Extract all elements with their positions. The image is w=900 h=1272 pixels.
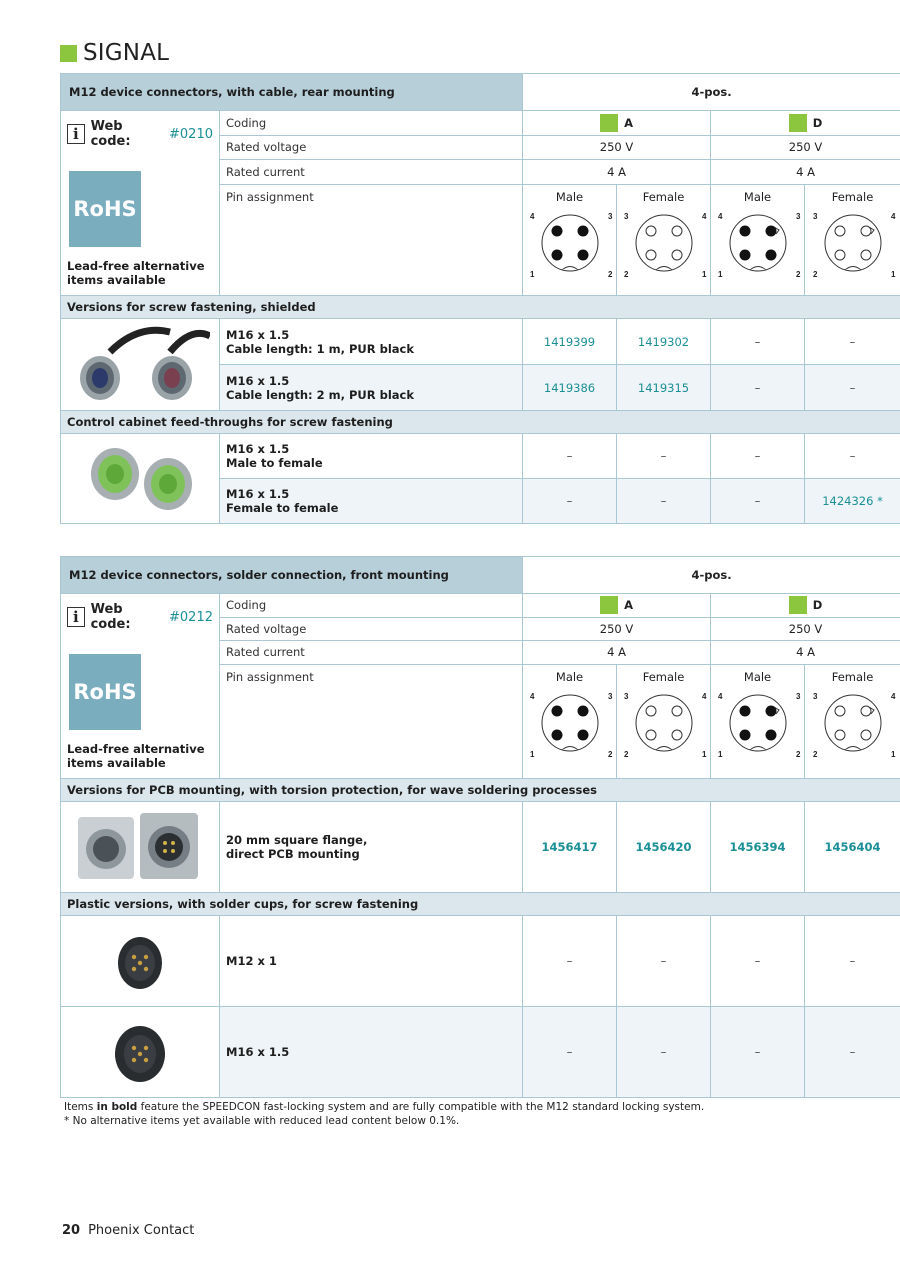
table-rear-mounting	[60, 73, 900, 524]
table1-row4-val4[interactable]: 1424326 *	[805, 479, 900, 524]
coding-d-icon	[789, 114, 807, 132]
svg-text:2: 2	[623, 749, 628, 759]
table1-row1-val4: –	[805, 319, 900, 365]
svg-text:3: 3	[607, 691, 612, 701]
table2-webcode-link[interactable]: #0212	[169, 609, 213, 625]
svg-text:1: 1	[701, 269, 706, 279]
table1-row2-val1[interactable]: 1419386	[523, 365, 617, 411]
pin-diagram-icon	[524, 207, 616, 281]
table2-row2-val1: –	[523, 916, 617, 1007]
table1-row1-val1[interactable]: 1419399	[523, 319, 617, 365]
pin-diagram-icon	[712, 207, 804, 281]
table2-row1-desc: 20 mm square flange, direct PCB mounting	[220, 802, 523, 893]
table1-positions: 4-pos.	[523, 74, 900, 111]
table2-row3-val1: –	[523, 1007, 617, 1098]
pin-label: Pin assignment	[220, 664, 523, 779]
table1-row1-val2[interactable]: 1419302	[617, 319, 711, 365]
svg-text:1: 1	[717, 749, 722, 759]
table1-row3-val1: –	[523, 434, 617, 479]
voltage-label: Rated voltage	[220, 135, 523, 160]
table2-positions: 4-pos.	[523, 557, 900, 594]
table2-row3-val3: –	[711, 1007, 805, 1098]
pin-cell-a-female: Female 3 4 2 1	[617, 184, 711, 295]
svg-text:2: 2	[607, 269, 612, 279]
svg-text:3: 3	[795, 211, 800, 221]
table2-info-cell	[61, 594, 220, 779]
svg-text:4: 4	[890, 211, 895, 221]
coding-a: A	[523, 111, 711, 136]
table1-info-cell	[61, 111, 220, 296]
voltage-label: Rated voltage	[220, 617, 523, 641]
table1-group2-image	[61, 434, 220, 524]
current-label: Rated current	[220, 160, 523, 185]
coding-d: D	[711, 111, 900, 136]
plastic-connector-m16-image	[70, 1010, 210, 1092]
voltage-a: 250 V	[523, 617, 711, 641]
footnote-line1: Items in bold feature the SPEEDCON fast-locking system and are fully compatible with the M12 standard locking system.	[64, 1101, 705, 1113]
svg-text:1: 1	[529, 749, 534, 759]
svg-text:3: 3	[812, 691, 817, 701]
table1-group1-image	[61, 319, 220, 411]
svg-text:1: 1	[890, 749, 895, 759]
section-marker-icon	[60, 45, 77, 62]
cable-connector-image	[70, 322, 210, 404]
section-title: SIGNAL	[83, 40, 170, 66]
plastic-connector-image	[70, 919, 210, 1001]
table1-row3-val3: –	[711, 434, 805, 479]
svg-text:4: 4	[529, 211, 534, 221]
pin-diagram-icon	[807, 207, 899, 281]
table2-row2-val4: –	[805, 916, 900, 1007]
table1-row2-desc: M16 x 1.5 Cable length: 2 m, PUR black	[220, 365, 523, 411]
svg-text:2: 2	[812, 749, 817, 759]
svg-text:3: 3	[607, 211, 612, 221]
svg-text:2: 2	[607, 749, 612, 759]
pin-cell-a-male: Male 4 3 1 2	[523, 184, 617, 295]
svg-text:4: 4	[717, 211, 722, 221]
rohs-logo: RoHS	[69, 171, 141, 247]
coding-label: Coding	[220, 594, 523, 618]
svg-text:1: 1	[529, 269, 534, 279]
table1-row4-desc: M16 x 1.5 Female to female	[220, 479, 523, 524]
table1-webcode-link[interactable]: #0210	[169, 126, 213, 142]
table2-row1-val2[interactable]: 1456420	[617, 802, 711, 893]
table2-group1-image	[61, 802, 220, 893]
table1-row4-val1: –	[523, 479, 617, 524]
coding-a: A	[523, 594, 711, 618]
table2-row2-image	[61, 916, 220, 1007]
info-icon: i	[67, 124, 85, 144]
coding-d-icon	[789, 596, 807, 614]
rohs-logo: RoHS	[69, 654, 141, 730]
table1-row4-val3: –	[711, 479, 805, 524]
table2-row3-image	[61, 1007, 220, 1098]
table1-row2-val2[interactable]: 1419315	[617, 365, 711, 411]
svg-text:4: 4	[717, 691, 722, 701]
table2-row2-val3: –	[711, 916, 805, 1007]
table2-row2-desc: M12 x 1	[220, 916, 523, 1007]
table1-row4-val2: –	[617, 479, 711, 524]
pin-cell-d-male: Male 4 3 1 2	[711, 184, 805, 295]
svg-text:3: 3	[623, 211, 628, 221]
svg-text:3: 3	[623, 691, 628, 701]
page-number: 20	[62, 1223, 81, 1238]
svg-text:1: 1	[890, 269, 895, 279]
table1-row1-val3: –	[711, 319, 805, 365]
footnote-line2: * No alternative items yet available with reduced lead content below 0.1%.	[64, 1115, 460, 1127]
voltage-a: 250 V	[523, 135, 711, 160]
table2-row1-val1[interactable]: 1456417	[523, 802, 617, 893]
table1-group2-header: Control cabinet feed-throughs for screw fastening	[61, 411, 900, 434]
current-a: 4 A	[523, 160, 711, 185]
voltage-d: 250 V	[711, 135, 900, 160]
pin-label: Pin assignment	[220, 184, 523, 295]
section-header	[60, 40, 169, 66]
table2-row3-val4: –	[805, 1007, 900, 1098]
table1-row3-val4: –	[805, 434, 900, 479]
table2-title: M12 device connectors, solder connection, front mounting	[61, 557, 523, 594]
pin-cell-d-female: Female 3 4 2 1	[805, 184, 900, 295]
table2-row3-val2: –	[617, 1007, 711, 1098]
table1-row1-desc: M16 x 1.5 Cable length: 1 m, PUR black	[220, 319, 523, 365]
pin-diagram-icon	[712, 687, 804, 761]
current-d: 4 A	[711, 641, 900, 665]
pin-diagram-icon	[524, 687, 616, 761]
svg-text:4: 4	[529, 691, 534, 701]
table2-row1-val4[interactable]: 1456404	[805, 802, 900, 893]
table1-webcode: i Web code: #0210	[67, 119, 213, 149]
leadfree-note: Lead-free alternative items available	[67, 742, 205, 770]
coding-d: D	[711, 594, 900, 618]
info-icon: i	[67, 607, 85, 627]
leadfree-note: Lead-free alternative items available	[67, 259, 205, 287]
pin-cell-d-male: Male 4 3 1 2	[711, 664, 805, 779]
footnote	[64, 1100, 704, 1128]
table2-row2-val2: –	[617, 916, 711, 1007]
table1-title: M12 device connectors, with cable, rear mounting	[61, 74, 523, 111]
svg-text:4: 4	[890, 691, 895, 701]
company-name: Phoenix Contact	[88, 1223, 195, 1238]
svg-text:2: 2	[623, 269, 628, 279]
svg-text:4: 4	[701, 691, 706, 701]
pin-diagram-icon	[618, 207, 710, 281]
pin-diagram-icon	[807, 687, 899, 761]
table1-row3-desc: M16 x 1.5 Male to female	[220, 434, 523, 479]
table-front-mounting	[60, 556, 900, 1098]
feedthrough-image	[70, 436, 210, 518]
current-d: 4 A	[711, 160, 900, 185]
svg-text:3: 3	[795, 691, 800, 701]
page-footer	[62, 1223, 194, 1238]
pin-cell-a-female: Female 3 4 2 1	[617, 664, 711, 779]
table1-group1-header: Versions for screw fastening, shielded	[61, 296, 900, 319]
pin-cell-d-female: Female 3 4 2 1	[805, 664, 900, 779]
current-label: Rated current	[220, 641, 523, 665]
table1-row3-val2: –	[617, 434, 711, 479]
voltage-d: 250 V	[711, 617, 900, 641]
table2-row3-desc: M16 x 1.5	[220, 1007, 523, 1098]
svg-text:2: 2	[795, 269, 800, 279]
svg-text:1: 1	[717, 269, 722, 279]
pin-cell-a-male: Male 4 3 1 2	[523, 664, 617, 779]
svg-text:2: 2	[812, 269, 817, 279]
table2-row1-val3[interactable]: 1456394	[711, 802, 805, 893]
coding-label: Coding	[220, 111, 523, 136]
coding-a-icon	[600, 114, 618, 132]
pcb-flange-image	[70, 805, 210, 887]
svg-text:1: 1	[701, 749, 706, 759]
coding-a-icon	[600, 596, 618, 614]
svg-text:3: 3	[812, 211, 817, 221]
table1-row2-val3: –	[711, 365, 805, 411]
svg-text:4: 4	[701, 211, 706, 221]
table1-row2-val4: –	[805, 365, 900, 411]
table2-webcode: i Web code: #0212	[67, 602, 213, 632]
svg-text:2: 2	[795, 749, 800, 759]
table2-group2-header: Plastic versions, with solder cups, for screw fastening	[61, 893, 900, 916]
table2-group1-header: Versions for PCB mounting, with torsion protection, for wave soldering processes	[61, 779, 900, 802]
pin-diagram-icon	[618, 687, 710, 761]
current-a: 4 A	[523, 641, 711, 665]
